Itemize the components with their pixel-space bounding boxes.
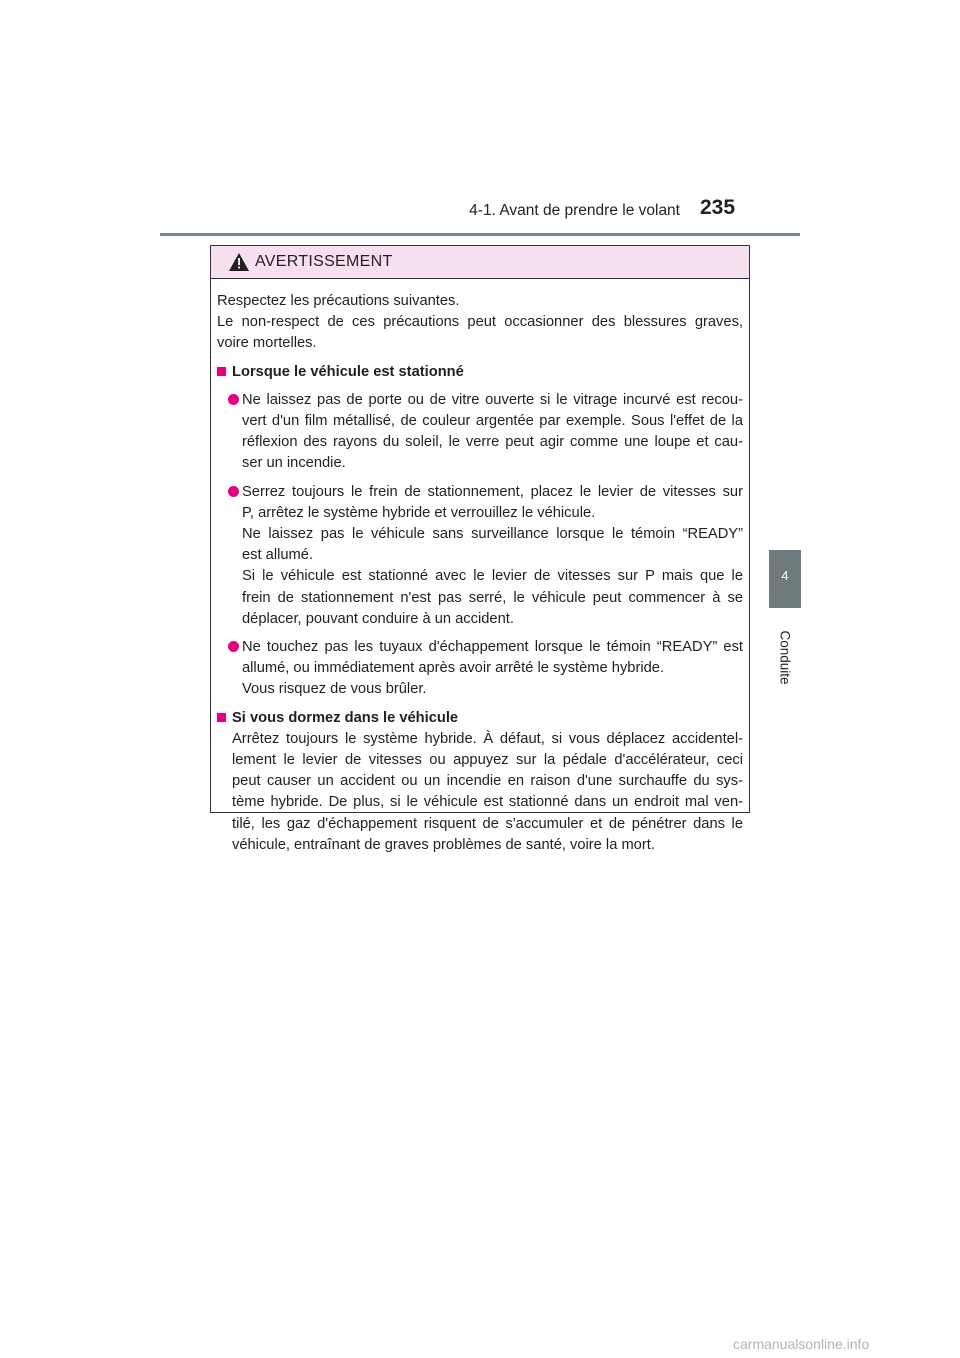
paragraph-line: lement le levier de vitesses ou appuyez sur la pédale d'accélérateur, ceci [232,752,743,769]
warning-body [211,279,749,856]
chapter-tab-number: 4 [781,568,789,583]
bullet-line: Ne touchez pas les tuyaux d'échappement lorsque le témoin “READY” est [242,639,743,656]
bullet-item [217,390,743,475]
section-title: 4-1. Avant de prendre le volant [469,202,680,219]
warning-box [210,245,750,853]
intro-line: voire mortelles. [217,335,317,352]
section-paragraph [217,729,743,856]
bullet-dot-icon [228,641,239,652]
intro-line: Le non-respect de ces précautions peut occasionner des blessures graves, [217,314,743,331]
bullet-line: réflexion des rayons du soleil, le verre peut agir comme une loupe et cau- [242,434,743,451]
bullet-line: est allumé. [242,547,314,564]
section-heading-text: Si vous dormez dans le véhicule [232,709,459,726]
paragraph-line: véhicule, entraînant de graves problèmes de santé, voire la mort. [232,836,655,853]
bullet-line: Ne laissez pas le véhicule sans surveillance lorsque le témoin “READY” [242,526,743,543]
warning-triangle-icon [229,253,249,271]
bullet-item [217,482,743,630]
bullet-item [217,637,743,701]
paragraph-line: Arrêtez toujours le système hybride. À défaut, si vous déplacez accidentel- [232,730,743,747]
warning-header [211,246,749,279]
header-rule [160,233,800,236]
warning-title: AVERTISSEMENT [255,253,393,270]
section-heading [217,362,743,383]
bullet-line: déplacer, pouvant conduire à un accident. [242,610,514,627]
bullet-line: Vous risquez de vous brûler. [242,681,427,698]
chapter-label: Conduite [777,630,793,685]
section-heading [217,708,743,729]
bullet-line: Si le véhicule est stationné avec le levier de vitesses sur P mais que le [242,568,743,585]
bullet-line: Ne laissez pas de porte ou de vitre ouverte si le vitrage incurvé est recou- [242,391,743,408]
section-square-icon [217,713,226,722]
page-number: 235 [700,196,736,219]
paragraph-line: peut causer un accident ou un incendie en raison d'une surchauffe du sys- [232,773,743,790]
bullet-line: allumé, ou immédiatement après avoir arrêté le système hybride. [242,660,665,677]
bullet-dot-icon [228,486,239,497]
intro-line: Respectez les précautions suivantes. [217,293,460,309]
bullet-line: P, arrêtez le système hybride et verrouillez le véhicule. [242,504,596,521]
section-heading-text: Lorsque le véhicule est stationné [232,363,464,380]
bullet-line: frein de stationnement n'est pas serré, le véhicule peut commencer à se [242,589,743,606]
bullet-line: vert d'un film métallisé, de couleur argentée par exemple. Sous l'effet de la [242,413,743,430]
bullet-line: Serrez toujours le frein de stationnement, placez le levier de vitesses sur [242,483,743,500]
paragraph-line: tilé, les gaz d'échappement risquent de s'accumuler et de pénétrer dans le [232,815,743,832]
warning-intro [217,291,743,355]
bullet-line: ser un incendie. [242,455,346,472]
bullet-dot-icon [228,394,239,405]
footer-watermark: carmanualsonline.info [733,1336,870,1352]
section-square-icon [217,367,226,376]
paragraph-line: tème hybride. De plus, si le véhicule est stationné dans un endroit mal ven- [232,794,743,811]
